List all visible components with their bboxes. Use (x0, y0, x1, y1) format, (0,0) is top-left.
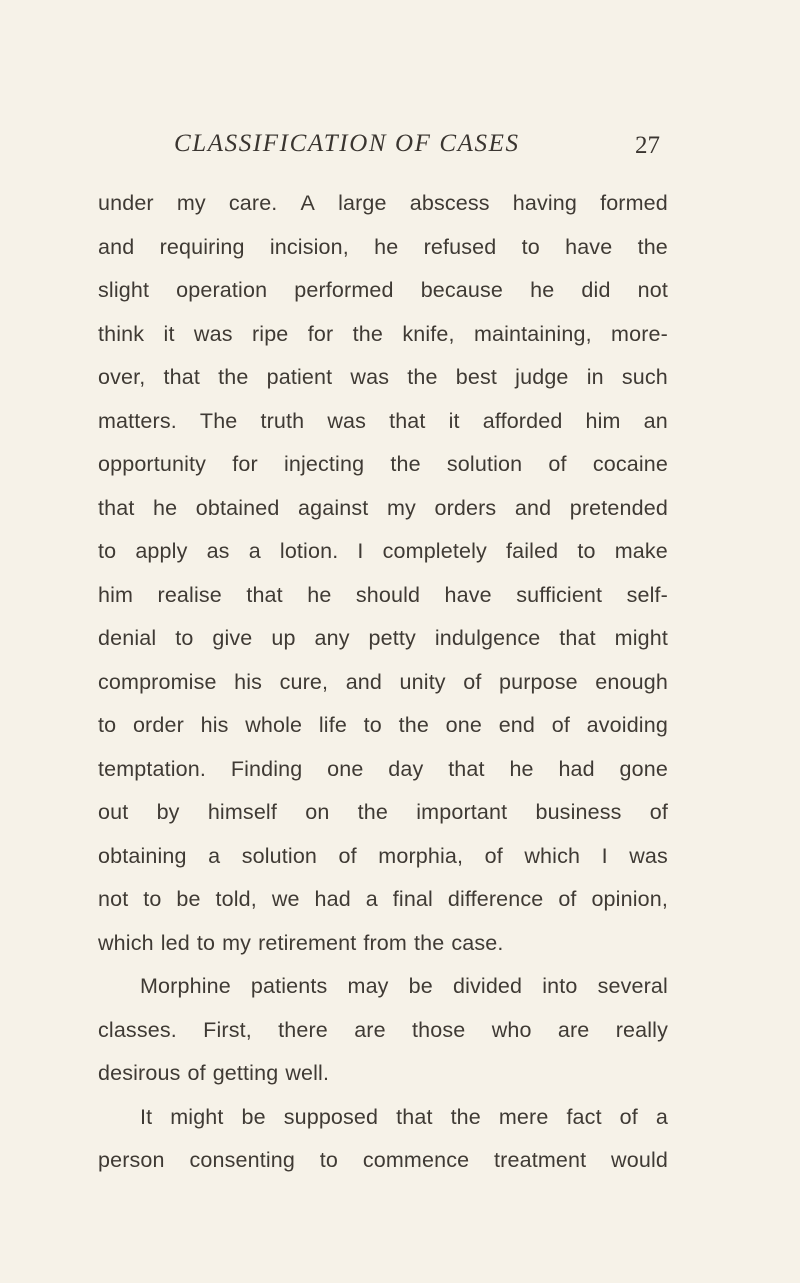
word: knife, (402, 321, 455, 346)
word: led (160, 930, 190, 955)
text-line (98, 791, 668, 835)
word: solution (446, 452, 523, 476)
text-line (98, 530, 668, 574)
word: there (278, 1017, 328, 1042)
word: several (597, 974, 668, 998)
word: it (448, 408, 460, 433)
word: requiring (159, 234, 245, 259)
word: up (271, 626, 296, 650)
word: to (143, 887, 162, 911)
word: opinion, (591, 887, 668, 911)
word: important (416, 800, 508, 824)
word: that (448, 756, 485, 781)
word: him (585, 408, 621, 433)
word: make (614, 539, 668, 563)
word: that (396, 1104, 433, 1129)
word: having (512, 191, 577, 215)
word: of (463, 669, 482, 694)
word: care. (228, 191, 278, 215)
body-text (98, 182, 668, 1183)
word: that (246, 582, 283, 607)
word: of (338, 843, 357, 868)
word: performed (294, 278, 394, 302)
word: did (581, 278, 611, 302)
word: solution (241, 843, 318, 868)
word: might (614, 626, 668, 650)
word: apply (135, 539, 188, 563)
text-line (98, 356, 668, 400)
word: was (629, 843, 668, 868)
word: to (175, 626, 194, 650)
word: obtained (195, 495, 280, 520)
word: denial (98, 626, 157, 650)
word: I (357, 539, 364, 563)
word: refused (423, 234, 497, 259)
word: avoiding (586, 713, 668, 737)
word: First, (203, 1017, 252, 1042)
word: he (509, 756, 534, 781)
word: as (206, 539, 230, 563)
word: morphia, (378, 843, 464, 868)
word: completely (382, 539, 487, 563)
word: be (408, 974, 433, 998)
word: his (200, 713, 229, 737)
text-line (98, 835, 668, 879)
word: cocaine (592, 452, 668, 476)
word: himself (207, 800, 277, 824)
word: obtaining (98, 843, 187, 868)
word: which (524, 843, 581, 868)
word: against (298, 495, 369, 520)
text-line (98, 269, 668, 313)
word: commence (362, 1148, 470, 1172)
text-line (98, 661, 668, 705)
word: of (558, 887, 577, 911)
word: for (232, 452, 258, 476)
word: those (412, 1017, 466, 1042)
word: treatment (494, 1148, 587, 1172)
word: him (98, 582, 134, 607)
word: think (98, 321, 145, 346)
text-line (98, 748, 668, 792)
word: indulgence (434, 626, 541, 650)
word: who (491, 1017, 532, 1042)
word: that (389, 408, 426, 433)
word: are (557, 1017, 590, 1042)
word: we (271, 887, 300, 911)
word: to (363, 713, 382, 737)
text-line (98, 1096, 668, 1140)
word: a (208, 843, 221, 868)
word: to (577, 539, 596, 563)
word: supposed (283, 1104, 379, 1129)
word: desirous (98, 1061, 181, 1085)
word: gone (619, 756, 668, 781)
text-line (98, 400, 668, 444)
word: a (365, 887, 378, 911)
word: of (619, 1104, 638, 1129)
word: sufficient (516, 582, 603, 607)
word: any (314, 626, 350, 650)
word: in (586, 365, 604, 389)
word: he (153, 495, 178, 520)
word: person (98, 1148, 165, 1172)
running-head (0, 130, 800, 162)
word: which (98, 930, 154, 955)
word: to (319, 1148, 339, 1172)
text-line (98, 313, 668, 357)
word: and (345, 669, 383, 694)
word: the (450, 1104, 481, 1129)
word: was (193, 321, 233, 346)
word: It (140, 1104, 153, 1129)
word: the (218, 365, 249, 389)
word: had (314, 887, 351, 911)
word: case. (451, 930, 504, 955)
word: difference (447, 887, 544, 911)
word: be (241, 1104, 266, 1129)
word: unity (399, 669, 446, 694)
text-line (98, 965, 668, 1009)
word: would (611, 1148, 668, 1172)
text-line (98, 443, 668, 487)
word: realise (157, 582, 222, 607)
word: final (392, 887, 433, 911)
word: that (163, 365, 200, 389)
text-line (98, 226, 668, 270)
word: the (398, 713, 429, 737)
word: temptation. (98, 756, 207, 781)
word: of (187, 1061, 206, 1085)
word: large (338, 191, 387, 215)
word: it (163, 321, 175, 346)
word: the (357, 800, 389, 824)
word: maintaining, (473, 321, 592, 346)
word: have (565, 234, 613, 259)
word: my (386, 495, 416, 520)
word: patients (250, 974, 328, 998)
word: more- (611, 321, 668, 346)
word: to (196, 930, 216, 955)
word: abscess (409, 191, 490, 215)
word: consenting (189, 1148, 295, 1172)
word: cure, (279, 669, 329, 694)
word: and (98, 234, 135, 259)
word: not (637, 278, 668, 302)
word: enough (595, 669, 668, 694)
word: self- (626, 582, 668, 607)
word: opportunity (98, 452, 207, 476)
text-line (98, 878, 668, 922)
word: judge (515, 365, 569, 389)
word: to (98, 713, 117, 737)
text-line (98, 182, 668, 226)
word: purpose (499, 669, 578, 694)
word: a (655, 1104, 668, 1129)
word: the (413, 930, 445, 955)
text-line (98, 704, 668, 748)
word: petty (368, 626, 416, 650)
word: he (530, 278, 555, 302)
word: the (390, 452, 421, 476)
word: really (615, 1017, 668, 1042)
word: might (170, 1104, 224, 1129)
word: whole (245, 713, 303, 737)
word: the (407, 365, 438, 389)
text-line (98, 1009, 668, 1053)
word: his (234, 669, 263, 694)
word: ripe (251, 321, 289, 346)
word: are (354, 1017, 386, 1042)
word: a (248, 539, 261, 563)
word: to (521, 234, 540, 259)
word: such (621, 365, 668, 389)
word: pretended (569, 495, 668, 520)
word: of (551, 713, 570, 737)
word: give (212, 626, 253, 650)
page-number: 27 (635, 132, 660, 159)
word: afforded (482, 408, 563, 433)
word: an (643, 408, 668, 433)
word: The (199, 408, 238, 433)
text-line (98, 1052, 668, 1096)
word: out (98, 800, 129, 824)
word: of (649, 800, 668, 824)
word: by (156, 800, 180, 824)
running-title: CLASSIFICATION OF CASES (174, 130, 520, 157)
word: classes. (98, 1017, 177, 1042)
word: had (558, 756, 595, 781)
word: operation (176, 278, 268, 302)
word: A (300, 191, 316, 215)
word: be (176, 887, 201, 911)
word: best (455, 365, 498, 389)
word: business (535, 800, 622, 824)
word: because (420, 278, 504, 302)
word: I (601, 843, 608, 868)
word: day (388, 756, 424, 781)
word: the (352, 321, 383, 346)
word: well. (285, 1061, 330, 1085)
word: was (350, 365, 390, 389)
word: failed (505, 539, 559, 563)
word: divided (452, 974, 523, 998)
text-line (98, 574, 668, 618)
word: end (498, 713, 536, 737)
text-line (98, 922, 668, 966)
word: injecting (283, 452, 365, 476)
word: orders (434, 495, 497, 520)
word: for (307, 321, 334, 346)
text-line (98, 1139, 668, 1183)
word: that (559, 626, 596, 650)
word: from (363, 930, 407, 955)
word: of (548, 452, 567, 476)
word: Finding (230, 756, 303, 781)
word: patient (266, 365, 333, 389)
word: mere (498, 1104, 549, 1129)
word: truth (260, 408, 305, 433)
word: one (327, 756, 364, 781)
word: fact (566, 1104, 602, 1129)
word: on (305, 800, 330, 824)
word: under (98, 191, 154, 215)
word: formed (600, 191, 668, 215)
word: was (327, 408, 367, 433)
word: matters. (98, 408, 177, 433)
text-line (98, 487, 668, 531)
word: of (484, 843, 503, 868)
word: one (445, 713, 482, 737)
word: life (318, 713, 347, 737)
word: the (637, 234, 668, 259)
word: my (222, 930, 252, 955)
word: to (98, 539, 117, 563)
word: into (542, 974, 578, 998)
word: compromise (98, 669, 217, 694)
word: he (374, 234, 399, 259)
word: over, (98, 365, 146, 389)
word: slight (98, 278, 150, 302)
word: getting (212, 1061, 279, 1085)
word: not (98, 887, 129, 911)
word: retirement (258, 930, 357, 955)
word: he (307, 582, 332, 607)
word: may (347, 974, 389, 998)
word: Morphine (140, 974, 231, 998)
word: should (355, 582, 421, 607)
word: told, (215, 887, 257, 911)
text-line (98, 617, 668, 661)
word: order (132, 713, 184, 737)
word: incision, (269, 234, 349, 259)
word: and (514, 495, 552, 520)
word: lotion. (279, 539, 339, 563)
word: my (176, 191, 206, 215)
word: that (98, 495, 135, 520)
word: have (444, 582, 492, 607)
